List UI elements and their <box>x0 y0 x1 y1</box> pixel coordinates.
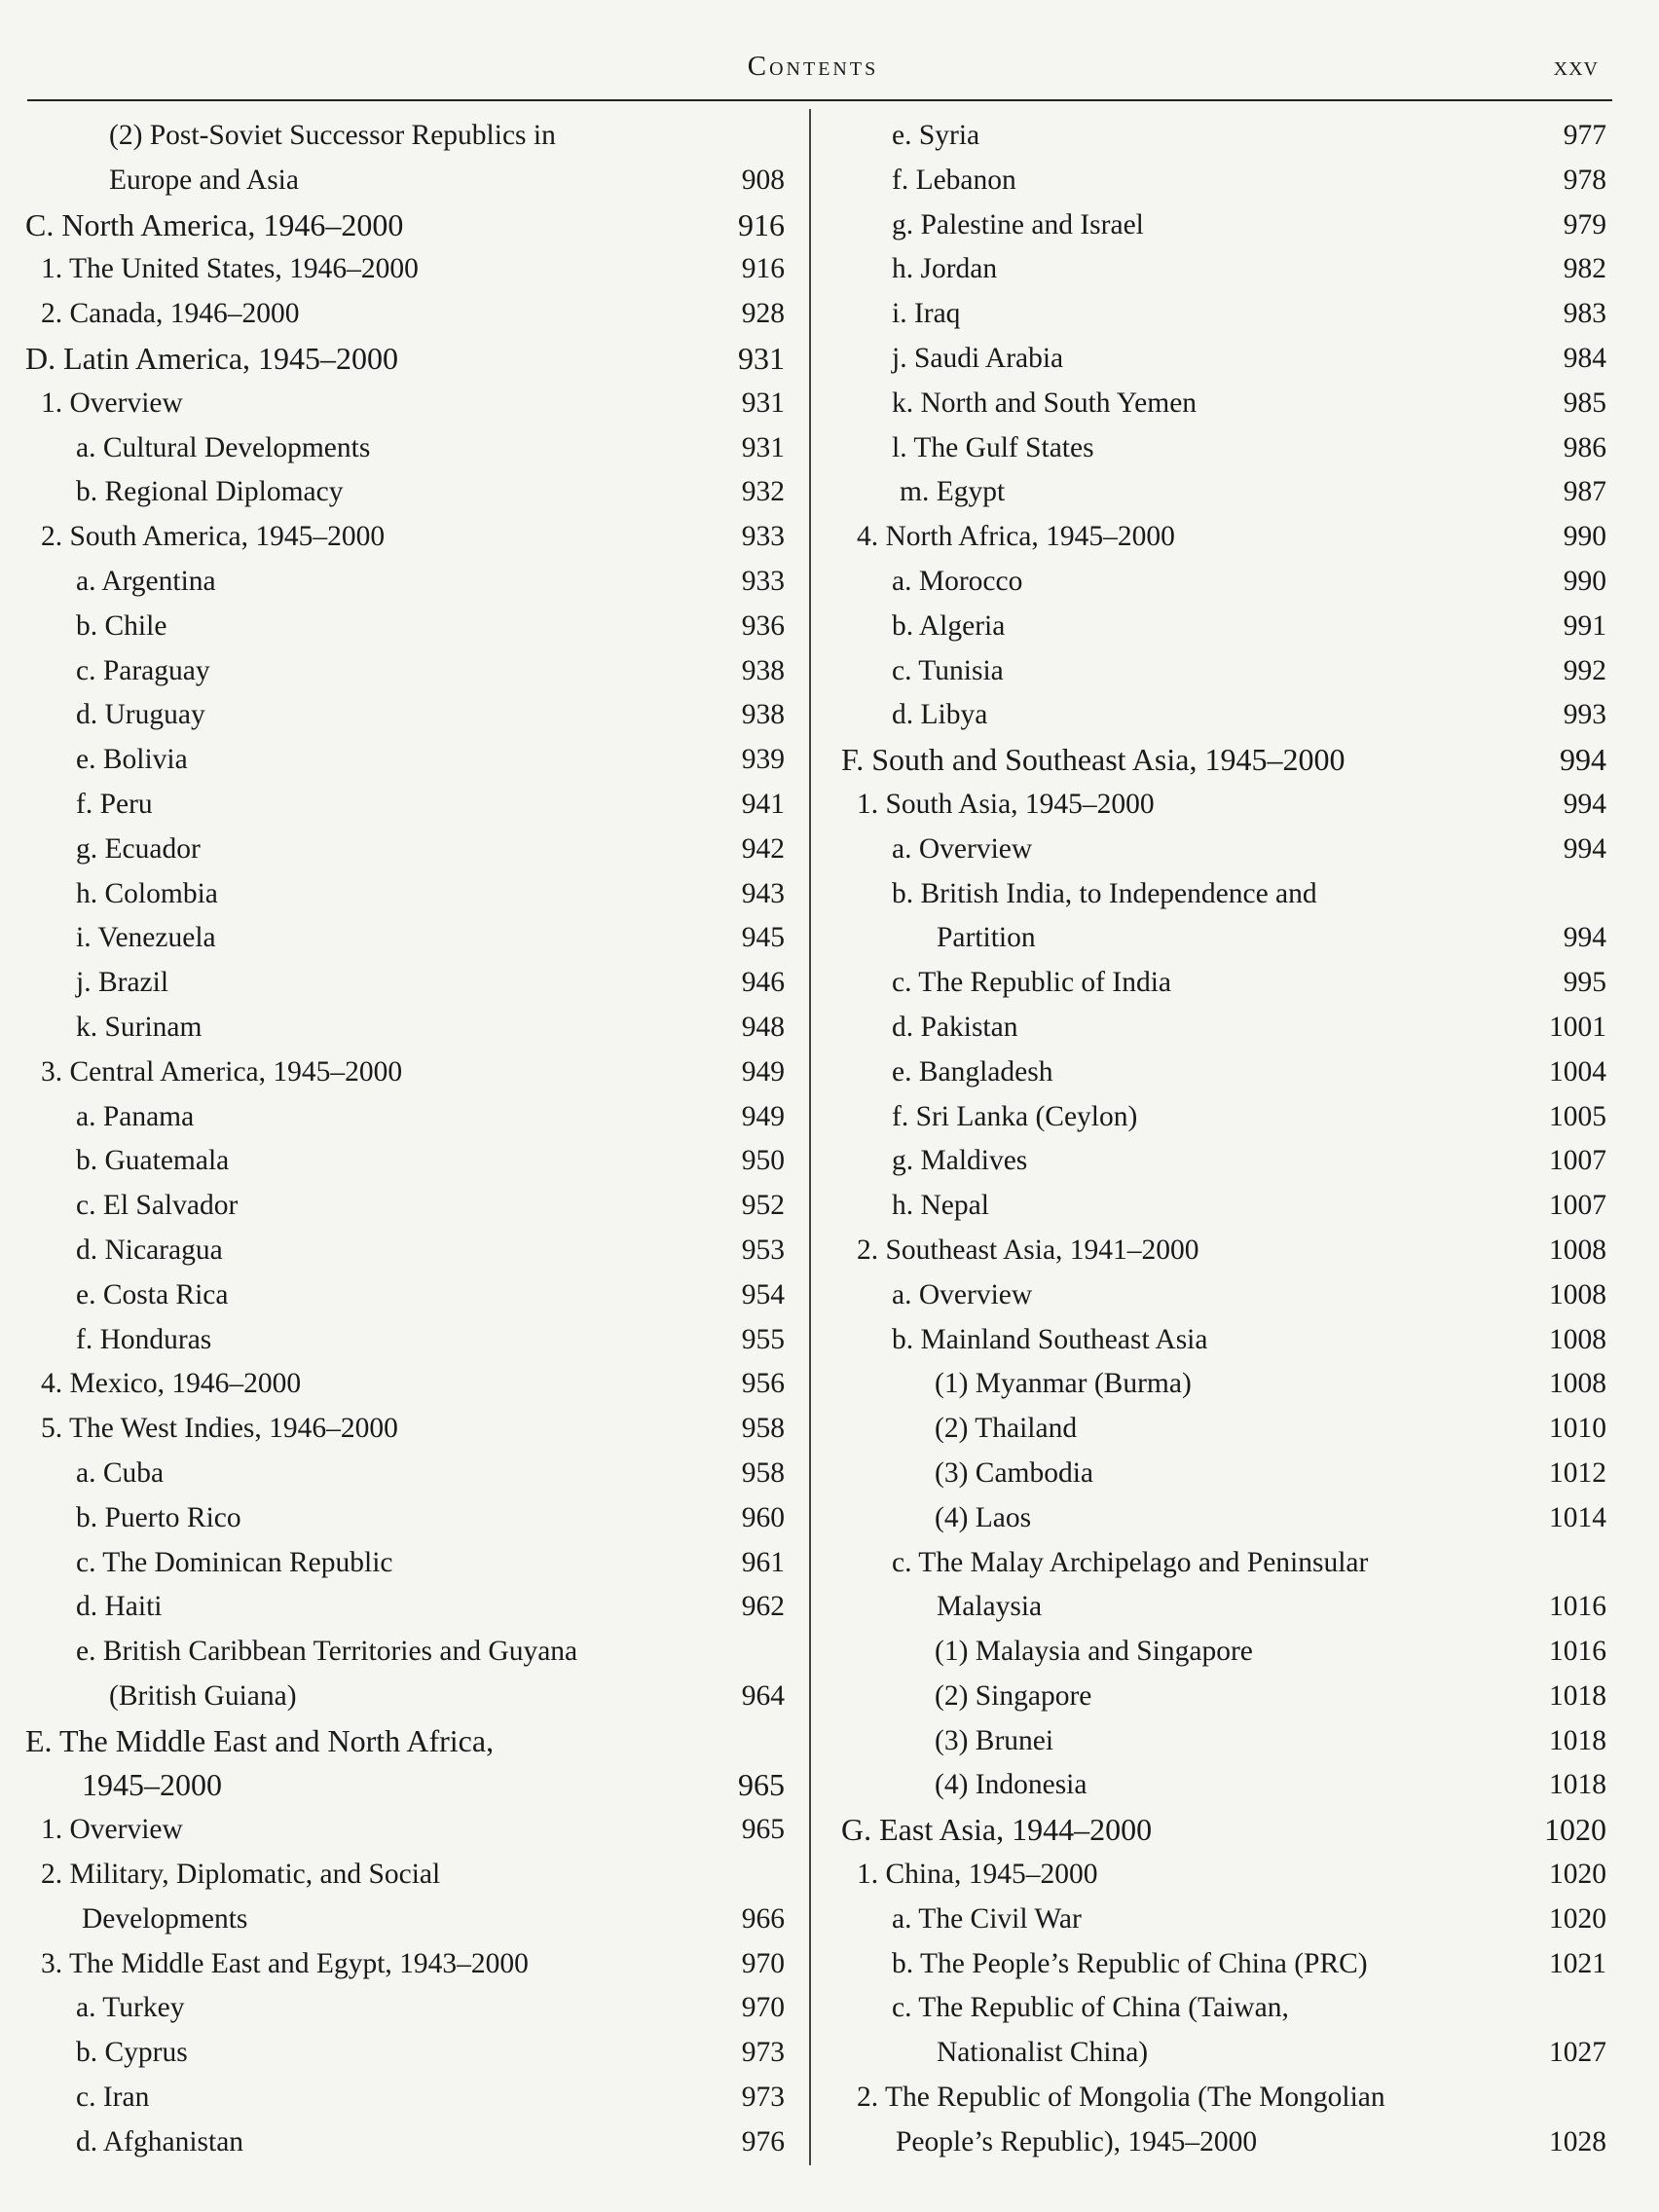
toc-entry <box>818 738 1618 783</box>
toc-entry-page: 949 <box>741 1100 785 1132</box>
toc-entry-title: a. Morocco <box>892 565 1023 597</box>
toc-entry-title: 1. China, 1945–2000 <box>857 1859 1098 1891</box>
toc-entry <box>818 783 1618 828</box>
toc-entry-page: 994 <box>1563 922 1606 954</box>
toc-entry-page: 990 <box>1563 521 1606 553</box>
toc-entry-title: e. British Caribbean Territories and Guyana <box>76 1636 578 1668</box>
toc-entry <box>0 605 798 649</box>
toc-entry-title: g. Ecuador <box>76 832 201 865</box>
toc-entry <box>0 649 798 694</box>
toc-entry-title: k. Surinam <box>76 1011 203 1043</box>
toc-entry <box>0 292 798 337</box>
toc-entry <box>0 1273 798 1318</box>
toc-entry-title: a. The Civil War <box>892 1902 1082 1935</box>
header-rule <box>27 99 1612 101</box>
toc-entry-page: 1008 <box>1549 1323 1606 1355</box>
toc-entry-page: 995 <box>1563 967 1606 999</box>
toc-entry-page: 965 <box>741 1814 785 1846</box>
toc-entry <box>818 114 1618 159</box>
toc-entry-page: 1018 <box>1549 1724 1606 1756</box>
toc-entry <box>0 247 798 292</box>
toc-entry <box>818 1051 1618 1095</box>
toc-entry <box>0 2076 798 2120</box>
toc-entry-page: 984 <box>1563 342 1606 374</box>
toc-entry <box>0 426 798 471</box>
toc-entry-page: 966 <box>741 1902 785 1935</box>
toc-entry <box>0 1318 798 1363</box>
toc-entry <box>818 247 1618 292</box>
toc-entry <box>0 1496 798 1541</box>
toc-entry-title: c. El Salvador <box>76 1190 239 1222</box>
toc-entry-page: 956 <box>741 1368 785 1400</box>
toc-right-column <box>818 114 1618 2165</box>
toc-entry-page: 1007 <box>1549 1190 1606 1222</box>
toc-entry-page: 1005 <box>1549 1100 1606 1132</box>
toc-entry-page: 1020 <box>1549 1902 1606 1935</box>
toc-entry <box>818 1407 1618 1452</box>
toc-entry-title: c. The Republic of India <box>892 967 1171 999</box>
toc-entry-title: i. Venezuela <box>76 922 216 954</box>
toc-entry <box>0 828 798 872</box>
toc-entry-title: b. Puerto Rico <box>76 1501 241 1533</box>
toc-entry-page: 976 <box>741 2125 785 2157</box>
toc-entry <box>818 515 1618 560</box>
toc-entry <box>0 738 798 783</box>
toc-entry <box>818 1006 1618 1051</box>
toc-entry-page: 973 <box>741 2037 785 2069</box>
toc-entry-title: d. Afghanistan <box>76 2125 244 2157</box>
toc-entry <box>0 693 798 738</box>
toc-entry-page: 965 <box>738 1767 785 1803</box>
toc-entry <box>818 1898 1618 1942</box>
toc-entry-page: 942 <box>741 832 785 865</box>
toc-entry <box>818 2031 1618 2076</box>
toc-entry-page: 961 <box>741 1546 785 1578</box>
toc-entry-page: 931 <box>741 431 785 463</box>
toc-entry-title: (2) Singapore <box>935 1679 1092 1712</box>
toc-entry-title: c. Paraguay <box>76 654 210 686</box>
toc-entry <box>0 1808 798 1853</box>
toc-entry-title: (2) Post-Soviet Successor Republics in <box>109 120 556 151</box>
toc-entry <box>818 1273 1618 1318</box>
toc-entry-title: 2. Military, Diplomatic, and Social <box>41 1859 441 1891</box>
toc-entry-page: 982 <box>1563 253 1606 285</box>
toc-entry <box>818 203 1618 248</box>
toc-entry-title: 2. The Republic of Mongolia (The Mongolian <box>857 2082 1385 2114</box>
toc-entry-title: b. Guatemala <box>76 1145 230 1177</box>
toc-entry <box>0 1942 798 1987</box>
toc-entry-title: d. Uruguay <box>76 699 205 731</box>
running-title: Contents <box>747 51 879 82</box>
toc-entry <box>0 203 798 248</box>
toc-entry <box>0 515 798 560</box>
toc-entry-title: (1) Myanmar (Burma) <box>935 1368 1192 1400</box>
toc-entry-page: 960 <box>741 1501 785 1533</box>
toc-entry-page: 978 <box>1563 164 1606 196</box>
toc-entry-page: 1018 <box>1549 1769 1606 1801</box>
toc-entry <box>0 1051 798 1095</box>
toc-entry-title: e. Bangladesh <box>892 1055 1053 1088</box>
toc-entry-title: a. Turkey <box>76 1992 185 2024</box>
toc-entry-title: h. Jordan <box>892 253 998 285</box>
toc-entry-title: (3) Brunei <box>935 1724 1054 1756</box>
toc-entry-title: (1) Malaysia and Singapore <box>935 1636 1253 1668</box>
toc-entry-page: 932 <box>741 476 785 508</box>
toc-entry <box>818 382 1618 426</box>
toc-entry-title: m. Egypt <box>900 476 1006 508</box>
toc-entry-title: 5. The West Indies, 1946–2000 <box>41 1413 398 1445</box>
toc-entry-page: 938 <box>741 699 785 731</box>
toc-entry-page: 992 <box>1563 654 1606 686</box>
toc-entry <box>0 1986 798 2031</box>
toc-entry-title: i. Iraq <box>892 298 961 330</box>
toc-entry-title: a. Cuba <box>76 1456 165 1489</box>
toc-entry-page: 1014 <box>1549 1501 1606 1533</box>
toc-entry-title: 1945–2000 <box>82 1767 222 1803</box>
toc-entry-page: 933 <box>741 521 785 553</box>
toc-entry-title: b. British India, to Independence and <box>892 877 1317 909</box>
toc-entry-title: f. Peru <box>76 788 153 820</box>
toc-entry-title: b. Cyprus <box>76 2037 188 2069</box>
toc-entry-page: 928 <box>741 298 785 330</box>
toc-entry-page: 1021 <box>1549 1947 1606 1979</box>
toc-entry-title: h. Colombia <box>76 877 218 909</box>
toc-entry <box>818 961 1618 1006</box>
toc-entry-page: 1007 <box>1549 1145 1606 1177</box>
toc-entry-title: a. Overview <box>892 1278 1033 1310</box>
toc-entry-title: 3. Central America, 1945–2000 <box>41 1055 403 1088</box>
toc-entry <box>818 1318 1618 1363</box>
toc-entry-title: C. North America, 1946–2000 <box>25 206 404 242</box>
toc-entry-title: 1. South Asia, 1945–2000 <box>857 788 1155 820</box>
toc-entry-title: D. Latin America, 1945–2000 <box>25 340 399 376</box>
toc-entry-page: 1027 <box>1549 2037 1606 2069</box>
toc-entry <box>818 159 1618 203</box>
toc-entry-title: Nationalist China) <box>937 2037 1149 2069</box>
toc-entry-page: 1020 <box>1544 1812 1606 1848</box>
toc-entry <box>0 470 798 515</box>
toc-entry-page: 943 <box>741 877 785 909</box>
toc-entry-page: 973 <box>741 2082 785 2114</box>
toc-entry <box>818 1452 1618 1496</box>
toc-entry-page: 953 <box>741 1234 785 1266</box>
toc-entry-title: 1. Overview <box>41 387 183 419</box>
toc-entry-page: 958 <box>741 1413 785 1445</box>
toc-entry-title: b. Mainland Southeast Asia <box>892 1323 1208 1355</box>
toc-entry-title: b. Algeria <box>892 609 1006 642</box>
toc-entry <box>818 1942 1618 1987</box>
toc-entry-page: 948 <box>741 1011 785 1043</box>
toc-entry <box>818 1362 1618 1407</box>
toc-entry-title: a. Cultural Developments <box>76 431 371 463</box>
toc-entry-page: 933 <box>741 565 785 597</box>
toc-entry-page: 990 <box>1563 565 1606 597</box>
toc-entry <box>0 159 798 203</box>
toc-entry-page: 958 <box>741 1456 785 1489</box>
toc-entry-page: 1010 <box>1549 1413 1606 1445</box>
toc-entry-title: Malaysia <box>937 1591 1043 1623</box>
toc-entry <box>818 872 1618 917</box>
toc-entry-page: 1004 <box>1549 1055 1606 1088</box>
toc-entry-page: 946 <box>741 967 785 999</box>
toc-entry-page: 908 <box>741 164 785 196</box>
toc-entry-title: d. Nicaragua <box>76 1234 223 1266</box>
toc-entry <box>818 649 1618 694</box>
toc-entry-page: 950 <box>741 1145 785 1177</box>
toc-entry-title: c. The Republic of China (Taiwan, <box>892 1992 1289 2024</box>
toc-entry-title: d. Pakistan <box>892 1011 1018 1043</box>
toc-entry-page: 991 <box>1563 609 1606 642</box>
toc-entry <box>0 783 798 828</box>
toc-entry-title: l. The Gulf States <box>892 431 1094 463</box>
toc-entry <box>818 1585 1618 1630</box>
toc-entry-title: f. Honduras <box>76 1323 212 1355</box>
toc-entry <box>0 1006 798 1051</box>
toc-entry <box>818 560 1618 605</box>
toc-entry-title: a. Overview <box>892 832 1033 865</box>
toc-entry <box>818 1139 1618 1184</box>
toc-entry <box>0 2120 798 2165</box>
toc-entry-title: 4. North Africa, 1945–2000 <box>857 521 1175 553</box>
toc-entry-title: (4) Indonesia <box>935 1769 1088 1801</box>
toc-entry-page: 949 <box>741 1055 785 1088</box>
toc-entry <box>818 1541 1618 1586</box>
toc-entry-page: 955 <box>741 1323 785 1355</box>
toc-entry-page: 1008 <box>1549 1278 1606 1310</box>
toc-entry <box>818 1496 1618 1541</box>
toc-entry-page: 1008 <box>1549 1368 1606 1400</box>
toc-entry-title: Europe and Asia <box>109 164 299 196</box>
toc-entry-title: f. Sri Lanka (Ceylon) <box>892 1100 1138 1132</box>
toc-entry-title: a. Panama <box>76 1100 195 1132</box>
toc-entry <box>0 1184 798 1229</box>
toc-entry-title: e. Bolivia <box>76 744 188 776</box>
toc-entry-title: 2. Southeast Asia, 1941–2000 <box>857 1234 1199 1266</box>
toc-entry-page: 977 <box>1563 120 1606 151</box>
toc-entry-title: d. Haiti <box>76 1591 163 1623</box>
toc-entry-page: 994 <box>1563 788 1606 820</box>
toc-entry-title: e. Costa Rica <box>76 1278 229 1310</box>
toc-entry-page: 970 <box>741 1992 785 2024</box>
toc-entry-page: 916 <box>741 253 785 285</box>
toc-entry-page: 1028 <box>1549 2125 1606 2157</box>
toc-entry <box>818 828 1618 872</box>
toc-entry-title: j. Saudi Arabia <box>892 342 1064 374</box>
toc-entry <box>818 605 1618 649</box>
toc-entry <box>0 2031 798 2076</box>
toc-entry <box>818 2076 1618 2120</box>
toc-entry <box>0 1452 798 1496</box>
toc-entry-page: 987 <box>1563 476 1606 508</box>
toc-entry <box>818 337 1618 382</box>
toc-entry-page: 962 <box>741 1591 785 1623</box>
toc-entry <box>0 916 798 961</box>
toc-entry <box>818 426 1618 471</box>
toc-entry-title: 4. Mexico, 1946–2000 <box>41 1368 302 1400</box>
toc-entry-page: 945 <box>741 922 785 954</box>
toc-entry-title: 1. The United States, 1946–2000 <box>41 253 419 285</box>
toc-entry-page: 952 <box>741 1190 785 1222</box>
toc-entry-title: b. The People’s Republic of China (PRC) <box>892 1947 1368 1979</box>
toc-entry <box>0 1675 798 1719</box>
toc-entry-page: 931 <box>738 340 785 376</box>
toc-entry-title: 1. Overview <box>41 1814 183 1846</box>
toc-entry-page: 1016 <box>1549 1591 1606 1623</box>
toc-entry-title: (2) Thailand <box>935 1413 1078 1445</box>
toc-entry <box>818 1763 1618 1808</box>
toc-entry-title: Developments <box>82 1902 248 1935</box>
toc-entry <box>0 1541 798 1586</box>
toc-entry-page: 970 <box>741 1947 785 1979</box>
toc-entry-title: (4) Laos <box>935 1501 1032 1533</box>
toc-entry-title: j. Brazil <box>76 967 169 999</box>
toc-entry <box>0 1095 798 1140</box>
toc-entry-page: 1018 <box>1549 1679 1606 1712</box>
toc-entry-page: 979 <box>1563 208 1606 240</box>
toc-entry <box>0 1853 798 1898</box>
page-number: xxv <box>1553 51 1599 82</box>
toc-entry-page: 994 <box>1563 832 1606 865</box>
toc-entry-title: 3. The Middle East and Egypt, 1943–2000 <box>41 1947 529 1979</box>
toc-entry-page: 941 <box>741 788 785 820</box>
toc-entry <box>818 1853 1618 1898</box>
toc-entry-title: g. Maldives <box>892 1145 1028 1177</box>
toc-entry <box>0 337 798 382</box>
toc-entry-page: 954 <box>741 1278 785 1310</box>
toc-entry-page: 993 <box>1563 699 1606 731</box>
toc-entry <box>0 1898 798 1942</box>
toc-entry-title: Partition <box>937 922 1036 954</box>
toc-entry <box>0 1139 798 1184</box>
toc-entry <box>818 1719 1618 1764</box>
toc-entry-title: (3) Cambodia <box>935 1456 1094 1489</box>
toc-entry-title: (British Guiana) <box>109 1679 297 1712</box>
toc-entry-title: c. The Malay Archipelago and Peninsular <box>892 1546 1369 1578</box>
toc-entry <box>0 1362 798 1407</box>
toc-entry <box>818 470 1618 515</box>
toc-entry-title: e. Syria <box>892 120 980 151</box>
toc-entry-page: 985 <box>1563 387 1606 419</box>
toc-entry-title: a. Argentina <box>76 565 216 597</box>
toc-entry-title: E. The Middle East and North Africa, <box>25 1722 495 1758</box>
toc-entry <box>0 382 798 426</box>
toc-entry-title: 2. South America, 1945–2000 <box>41 521 386 553</box>
toc-entry-page: 1001 <box>1549 1011 1606 1043</box>
toc-entry <box>818 1095 1618 1140</box>
toc-entry-title: b. Regional Diplomacy <box>76 476 344 508</box>
toc-entry-title: k. North and South Yemen <box>892 387 1198 419</box>
toc-entry-title: b. Chile <box>76 609 167 642</box>
page-header <box>0 45 1659 93</box>
toc-entry-title: g. Palestine and Israel <box>892 208 1144 240</box>
toc-entry <box>0 1630 798 1675</box>
toc-entry-title: F. South and Southeast Asia, 1945–2000 <box>841 742 1346 778</box>
toc-entry <box>0 961 798 1006</box>
toc-entry-title: c. Tunisia <box>892 654 1004 686</box>
toc-entry-page: 994 <box>1560 742 1606 778</box>
toc-entry <box>0 1229 798 1273</box>
toc-entry <box>0 1763 798 1808</box>
toc-entry <box>818 1808 1618 1853</box>
toc-entry-title: G. East Asia, 1944–2000 <box>841 1812 1153 1848</box>
toc-entry <box>818 693 1618 738</box>
toc-entry-title: 2. Canada, 1946–2000 <box>41 298 300 330</box>
toc-entry <box>818 292 1618 337</box>
toc-entry-title: d. Libya <box>892 699 988 731</box>
toc-entry-title: f. Lebanon <box>892 164 1016 196</box>
toc-entry-page: 964 <box>741 1679 785 1712</box>
toc-entry <box>0 872 798 917</box>
toc-entry <box>818 2120 1618 2165</box>
toc-entry-page: 986 <box>1563 431 1606 463</box>
toc-entry <box>0 1585 798 1630</box>
toc-entry-page: 983 <box>1563 298 1606 330</box>
toc-entry <box>0 560 798 605</box>
toc-entry <box>0 114 798 159</box>
toc-entry-page: 916 <box>738 206 785 242</box>
toc-entry <box>0 1719 798 1764</box>
toc-entry-title: c. The Dominican Republic <box>76 1546 393 1578</box>
toc-entry <box>0 1407 798 1452</box>
toc-entry <box>818 1675 1618 1719</box>
toc-entry-page: 1020 <box>1549 1859 1606 1891</box>
toc-entry-page: 936 <box>741 609 785 642</box>
toc-entry <box>818 1986 1618 2031</box>
toc-left-column <box>0 114 798 2165</box>
toc-entry-page: 931 <box>741 387 785 419</box>
toc-entry-title: People’s Republic), 1945–2000 <box>896 2125 1258 2157</box>
toc-entry-page: 1008 <box>1549 1234 1606 1266</box>
column-divider <box>809 109 811 2165</box>
toc-entry-page: 1016 <box>1549 1636 1606 1668</box>
toc-entry-page: 1012 <box>1549 1456 1606 1489</box>
toc-entry <box>818 916 1618 961</box>
toc-entry-title: h. Nepal <box>892 1190 989 1222</box>
toc-entry <box>818 1184 1618 1229</box>
toc-entry <box>818 1229 1618 1273</box>
toc-entry-title: c. Iran <box>76 2082 150 2114</box>
toc-entry-page: 938 <box>741 654 785 686</box>
toc-entry-page: 939 <box>741 744 785 776</box>
toc-entry <box>818 1630 1618 1675</box>
